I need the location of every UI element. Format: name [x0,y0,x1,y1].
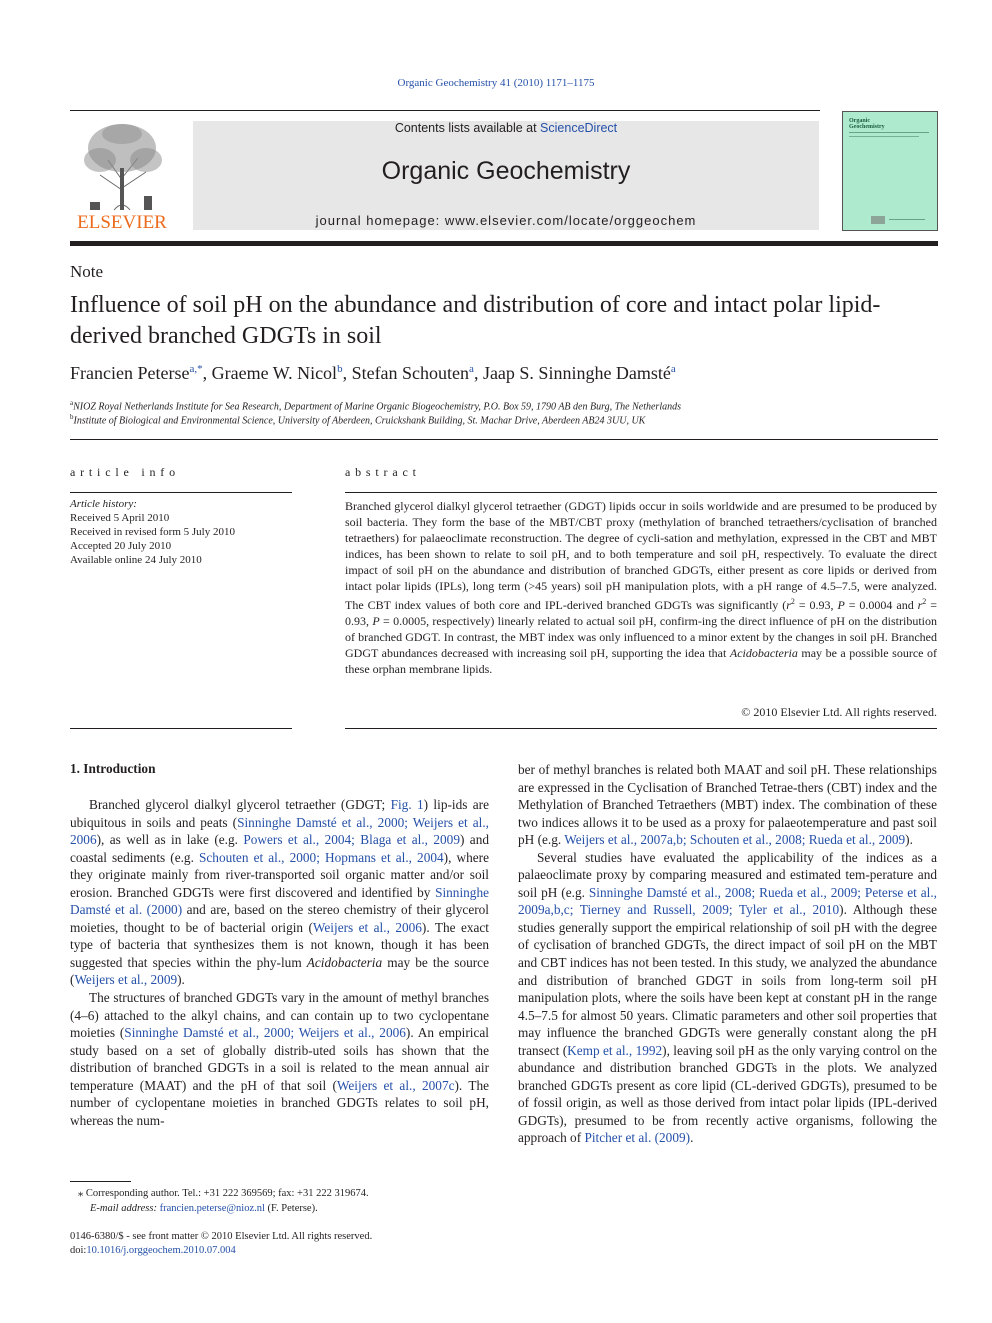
citation-link[interactable]: Sinninghe Damsté et al., 2008; Rueda et al., 2009; Peterse et al., 2009a,b,c; Tierney and Russell, 2009; Tyler et al., 2010 [518,884,938,918]
citation-link[interactable]: Sinninghe Damsté et al., 2000; Weijers et al., 2006 [70,814,490,848]
journal-cover-thumbnail [842,111,938,231]
affiliation-b: $^b$Institute of Biological and Environmental Science, University of Aberdeen, Cruickshank Building, St. Machar Drive, Aberdeen AB24 3UU, UK [70,413,646,427]
text-run: ) lip-ids are ubiquitous in soils and peats ( [70,797,489,830]
author-affil-marker[interactable]: a [670,363,676,375]
history-label: Article history: [70,498,137,510]
sciencedirect-link[interactable]: ScienceDirect [540,121,618,135]
text-run: ). An empirical study based on a set of globally distrib-uted soils has shown that the distribution of branched GDGTs in a soil is related to the mean annual air temperature (MAAT) and the pH of that soil ( [70,1025,489,1093]
citation-link[interactable]: Schouten et al., 2000; Hopmans et al., 2004 [199,849,444,865]
citation-link[interactable]: Fig. 1 [390,797,424,812]
journal-homepage[interactable]: journal homepage: www.elsevier.com/locate/orggeochem [315,213,697,228]
citation-link[interactable]: Weijers et al., 2007a,b; Schouten et al., 2008; Rueda et al., 2009 [564,832,906,848]
article-history [70,497,292,567]
article-title: Influence of soil pH on the abundance and distribution of core and intact polar lipid-derived branched GDGTs in soil [70,292,881,349]
section-rule [70,439,938,440]
citation-link[interactable]: Sinninghe Damsté et al., 2000; Weijers et al., 2006 [124,1025,406,1041]
text-run: The structures of branched GDGTs vary in the amount of methyl branches (4–6) attached to the alkyl chains, and can contain up to two cyclopentane moieties ( [70,990,489,1041]
text-run: ) and coastal sediments (e.g. [70,832,490,865]
intro-paragraph-2 [70,989,489,1129]
citation-link[interactable]: Powers et al., 2004; Blaga et al., 2009 [243,832,460,848]
issn-line: 0146-6380/$ - see front matter © 2010 Elsevier Ltd. All rights reserved. [70,1231,373,1242]
body-column-right [518,761,937,1147]
citation-link[interactable]: Weijers et al., 2006 [312,919,422,935]
intro-paragraph-2-cont [518,761,937,849]
elsevier-wordmark: ELSEVIER [77,212,167,233]
journal-citation[interactable]: Organic Geochemistry 41 (2010) 1171–1175 [397,77,595,89]
article-info-bottom-rule [70,728,292,729]
abstract-rule [345,492,937,493]
text-run: ). The number of cyclopentane moieties in branched GDGTs relates to soil pH, whereas the num- [70,1077,490,1128]
doi-link[interactable]: 10.1016/j.orggeochem.2010.07.004 [86,1245,236,1256]
contents-line: Contents lists available at ScienceDirect [394,121,618,135]
citation-link[interactable]: Weijers et al., 2009 [74,972,178,988]
text-run: may be the source ( [70,954,489,988]
abstract-heading: abstract [345,465,421,479]
header-rule [70,110,820,111]
text-run: and are, based on the stereo chemistry of their glycerol moieties, thought to be of bacterial origin ( [70,902,489,935]
author-affil-marker[interactable]: a [469,363,474,375]
doi-line: doi:10.1016/j.orggeochem.2010.07.004 [70,1245,236,1256]
citation-link[interactable]: Pitcher et al. (2009) [584,1130,691,1146]
corresponding-author-footnote: ⁎ Corresponding author. Tel.: +31 222 369569; fax: +31 222 319674. E-mail address: francien.peterse@nioz.nl (F. Peterse). [78,1188,369,1214]
citation-link[interactable]: Kemp et al., 1992 [567,1042,663,1058]
abstract-bottom-rule [345,728,937,729]
author-affil-marker[interactable]: b [337,363,343,375]
citation-link[interactable]: Weijers et al., 2007c [336,1077,455,1093]
cover-title: Organic Geochemistry [849,118,885,130]
email-link[interactable]: francien.peterse@nioz.nl [159,1203,265,1214]
history-accepted: Accepted 20 July 2010 [70,540,172,552]
journal-title: Organic Geochemistry [381,157,631,185]
text-run: ). [177,972,185,988]
body-column-left [70,796,489,1129]
text-run: ). Although these studies generally support the empirical relationship of soil pH with the degree of cyclisation of branched GDGTs, the direct impact of soil pH on the MBT and CBT indices has not been tested. In this study, we analyzed the abundance and distribution of branched GDGT in soils from long-term soil pH manipulation plots, where the soils have been kept at constant pH in the range 4.5–7.5 for almost 50 years. Climatic parameters and other soil properties that may influence the branched GDGTs were generally constant along the pH transect ( [518,902,937,1058]
intro-paragraph-3 [518,849,937,1147]
history-revised: Received in revised form 5 July 2010 [70,526,235,538]
author-affil-marker[interactable]: a,* [189,363,203,375]
history-online: Available online 24 July 2010 [70,554,202,566]
history-received: Received 5 April 2010 [70,512,170,524]
introduction-heading: 1. Introduction [70,761,156,776]
citation-link[interactable]: Sinninghe Damsté et al. (2000) [70,884,489,918]
article-info-heading: article info [70,465,180,479]
text-run: ), leaving soil pH as the only varying control on the abundance and distribution branched GDGTs in the plots. We analyzed branched GDGTs present as core lipid (CL-derived GDGTs), presumed to be of fossil origin, as well as those derived from intact polar lipids (IPL-derived GDGTs), presumed to be from recently active organisms, following the approach of [518,1042,937,1146]
page-footer [70,1230,489,1258]
author-name[interactable]: Francien Peterse [70,363,190,383]
author-name[interactable]: Stefan Schouten [351,363,470,383]
abstract-body: Branched glycerol dialkyl glycerol tetraether (GDGT) lipids occur in soils worldwide and are presumed to be produced by soil bacteria. They form the base of the MBT/CBT proxy (methylation of branched tetraethers/cyclisation of branched tetraethers) for palaeoclimate reconstruction. The degree of cycli-sation and methylation, expressed in the CBT and MBT indices, has been shown to relate to soil pH, and to both temperature and soil pH, respectively. To evaluate the direct impact of soil pH on the abundance and distribution of branched GDGTs, either present as core lipids or derived from intact polar lipids (IPLs), long term (>45 years) soil pH manipulation plots, with a pH range of 4.5–7.5, were analyzed. The CBT index values of both core and IPL-derived branched GDGTs was significantly ($r^2 = 0.93$, P = 0.0004 and $r^2 = 0.93$, P = 0.0005, respectively) linearly related to actual soil pH, confirm-ing the direct influence of pH on the distribution of branched GDGT. In contrast, the MBT index was only influenced to a minor extent by the changes in soil pH. Branched GDGT abundances decreased with increasing soil pH, supporting the idea that Acidobacteria may be a possible source of these orphan membrane lipids. [345,499,938,676]
author-name[interactable]: Graeme W. Nicol [211,363,338,383]
text-run: . [690,1130,694,1146]
text-run: ). [905,832,913,848]
footnote-rule [70,1181,131,1182]
italic-term: Acidobacteria [306,954,383,970]
text-run: Branched glycerol dialkyl glycerol tetraether (GDGT; [89,797,391,812]
abstract-copyright: © 2010 Elsevier Ltd. All rights reserved. [741,705,937,719]
article-info-rule [70,492,292,493]
author-name[interactable]: Jaap S. Sinninghe Damsté [482,363,671,383]
intro-paragraph-1 [70,796,489,989]
author-list: Francien Peterse$^{a,*}$, Graeme W. Nicol$^b$, Stefan Schouten$^a$, Jaap S. Sinninghe Damsté$^a$ [70,363,676,383]
affiliation-a: $^a$NIOZ Royal Netherlands Institute for Sea Research, Department of Marine Organic Biogeochemistry, P.O. Box 59, 1790 AB den Burg, The Netherlands [70,399,681,413]
text-run: ), as well as in lake (e.g. [96,832,244,848]
text-run: ber of methyl branches is related both MAAT and soil pH. These relationships are expressed in the Cyclisation of Branched Tetrae-thers (CBT) index and the Methylation of Branched Tetraethers (MBT) index. The combination of these two indices allows it to be used as a proxy for palaeotemperature and past soil pH (e.g. [518,762,937,848]
article-type: Note [70,262,104,281]
text-run: ). The exact type of bacteria that synthesizes them is not known, though it has been suggested that species within the phy-lum [70,919,490,970]
text-run: ), where they originate mainly from river-transported soil organic matter and/or soil erosion. Branched GDGTs were first discovered and identified by [70,849,489,900]
header-thick-rule [70,241,938,246]
text-run: Several studies have evaluated the applicability of the indices as a palaeoclimate proxy by comparing measured and estimated tem-perature and soil pH (e.g. [518,849,937,900]
